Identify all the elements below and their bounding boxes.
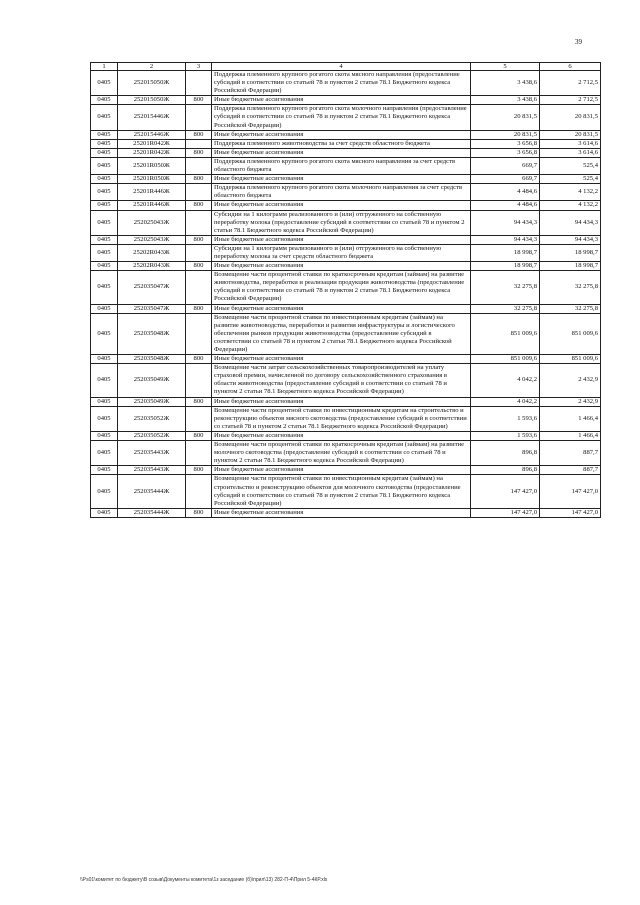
section-cell: 0405 [91, 96, 118, 105]
code-cell: 25202R043Ж [118, 244, 186, 261]
type-cell: 800 [186, 466, 212, 475]
section-cell: 0405 [91, 304, 118, 313]
amount-plan-cell: 32 275,8 [471, 271, 540, 304]
amount-actual-cell: 2 712,5 [540, 96, 601, 105]
table-row [91, 244, 601, 261]
code-cell: 252035049Ж [118, 397, 186, 406]
description-cell: Возмещение части процентной ставки по инвестиционным кредитам на строительство и реконструкцию объектов мясного скотоводства (предоставление субсидий в соответствии со статьей 78 и пунктом 2 статьи 78.1 Бюджетного кодекса Российской Федерации) [212, 406, 471, 431]
table-row [91, 475, 601, 508]
code-cell: 25201R042Ж [118, 139, 186, 148]
table-row [91, 201, 601, 210]
header-cell: 2 [118, 63, 186, 71]
code-cell: 25201R050Ж [118, 175, 186, 184]
section-cell: 0405 [91, 210, 118, 235]
amount-actual-cell: 20 831,5 [540, 130, 601, 139]
table-row [91, 71, 601, 96]
description-cell: Иные бюджетные ассигнования [212, 175, 471, 184]
amount-actual-cell: 2 712,5 [540, 71, 601, 96]
code-cell: 25201R446Ж [118, 184, 186, 201]
table-row [91, 157, 601, 174]
description-cell: Поддержка племенного крупного рогатого скота молочного направления (предоставление субсидий в соответствии со статьей 78 и пунктом 2 статьи 78.1 Бюджетного кодекса Российской Федерации) [212, 105, 471, 130]
description-cell: Возмещение части процентной ставки по инвестиционным кредитам (займам) на развитие животноводства, переработки и развития инфраструктуры и логистического обеспечения рынков продукции животноводства (предоставление субсидий в соответствии со статьей 78 и пунктом 2 статьи 78.1 Бюджетного кодекса Российской Федерации) [212, 313, 471, 354]
type-cell: 800 [186, 175, 212, 184]
type-cell: 800 [186, 304, 212, 313]
section-cell: 0405 [91, 175, 118, 184]
code-cell: 252035052Ж [118, 431, 186, 440]
amount-plan-cell: 1 593,6 [471, 431, 540, 440]
table-row [91, 96, 601, 105]
description-cell: Иные бюджетные ассигнования [212, 355, 471, 364]
type-cell [186, 105, 212, 130]
amount-plan-cell: 4 484,6 [471, 184, 540, 201]
section-cell: 0405 [91, 441, 118, 466]
amount-actual-cell: 18 998,7 [540, 262, 601, 271]
header-cell: 6 [540, 63, 601, 71]
section-cell: 0405 [91, 139, 118, 148]
table-row [91, 139, 601, 148]
table-row [91, 235, 601, 244]
amount-actual-cell: 2 432,9 [540, 397, 601, 406]
header-cell: 5 [471, 63, 540, 71]
description-cell: Иные бюджетные ассигнования [212, 148, 471, 157]
table-row [91, 466, 601, 475]
section-cell: 0405 [91, 397, 118, 406]
section-cell: 0405 [91, 364, 118, 397]
table-row [91, 184, 601, 201]
description-cell: Иные бюджетные ассигнования [212, 431, 471, 440]
code-cell: 252035048Ж [118, 355, 186, 364]
section-cell: 0405 [91, 475, 118, 508]
amount-plan-cell: 147 427,0 [471, 475, 540, 508]
file-path-footer: \\Ps01\комитет по бюджету\В созыв\Документы комитета\1з заседание (б)\прил\13) 282-П-4\Прил 5-4КР.xls [80, 877, 328, 883]
code-cell: 252035443Ж [118, 441, 186, 466]
amount-plan-cell: 896,8 [471, 466, 540, 475]
section-cell: 0405 [91, 130, 118, 139]
amount-actual-cell: 4 132,2 [540, 201, 601, 210]
section-cell: 0405 [91, 271, 118, 304]
type-cell: 800 [186, 508, 212, 517]
description-cell: Возмещение части процентной ставки по инвестиционным кредитам (займам) на строительство и реконструкцию объектов для молочного скотоводства (предоставление субсидий в соответствии со статьей 78 и пунктом 2 статьи 78.1 Бюджетного кодекса Российской Федерации) [212, 475, 471, 508]
table-row [91, 304, 601, 313]
description-cell: Субсидии на 1 килограмм реализованного и (или) отгруженного на собственную переработку молока (предоставление субсидий в соответствии со статьей 78 и пунктом 2 статьи 78.1 Бюджетного кодекса Российской Федерации) [212, 210, 471, 235]
type-cell: 800 [186, 235, 212, 244]
section-cell: 0405 [91, 244, 118, 261]
header-cell: 3 [186, 63, 212, 71]
type-cell [186, 364, 212, 397]
type-cell: 800 [186, 431, 212, 440]
page-number: 39 [575, 38, 582, 46]
type-cell [186, 71, 212, 96]
code-cell: 252035049Ж [118, 364, 186, 397]
section-cell: 0405 [91, 201, 118, 210]
description-cell: Возмещение части процентной ставки по краткосрочным кредитам (займам) на развитие молочного скотоводства (предоставление субсидий в соответствии со статьей 78 и пунктом 2 статьи 78.1 Бюджетного кодекса Российской Федерации) [212, 441, 471, 466]
code-cell: 252015050Ж [118, 71, 186, 96]
table-row [91, 175, 601, 184]
amount-actual-cell: 525,4 [540, 175, 601, 184]
amount-actual-cell: 20 831,5 [540, 105, 601, 130]
amount-plan-cell: 4 484,6 [471, 201, 540, 210]
amount-actual-cell: 2 432,9 [540, 364, 601, 397]
type-cell: 800 [186, 130, 212, 139]
amount-plan-cell: 669,7 [471, 175, 540, 184]
amount-plan-cell: 94 434,3 [471, 235, 540, 244]
amount-actual-cell: 3 614,6 [540, 148, 601, 157]
code-cell: 25201R446Ж [118, 201, 186, 210]
description-cell: Поддержка племенного крупного рогатого скота мясного направления за счет средств областного бюджета [212, 157, 471, 174]
section-cell: 0405 [91, 184, 118, 201]
amount-plan-cell: 20 831,5 [471, 130, 540, 139]
code-cell: 252035443Ж [118, 466, 186, 475]
type-cell [186, 406, 212, 431]
amount-actual-cell: 32 275,8 [540, 304, 601, 313]
table-row [91, 210, 601, 235]
amount-actual-cell: 525,4 [540, 157, 601, 174]
section-cell: 0405 [91, 508, 118, 517]
code-cell: 252015446Ж [118, 130, 186, 139]
code-cell: 25201R050Ж [118, 157, 186, 174]
header-row [91, 63, 601, 71]
amount-actual-cell: 94 434,3 [540, 235, 601, 244]
description-cell: Иные бюджетные ассигнования [212, 201, 471, 210]
table-row [91, 441, 601, 466]
type-cell [186, 157, 212, 174]
amount-plan-cell: 851 009,6 [471, 313, 540, 354]
budget-table [90, 62, 601, 518]
type-cell [186, 210, 212, 235]
code-cell: 25202R043Ж [118, 262, 186, 271]
code-cell: 252015446Ж [118, 105, 186, 130]
type-cell: 800 [186, 201, 212, 210]
header-cell: 4 [212, 63, 471, 71]
description-cell: Иные бюджетные ассигнования [212, 235, 471, 244]
description-cell: Поддержка племенного крупного рогатого скота молочного направления за счет средств областного бюджета [212, 184, 471, 201]
table-row [91, 431, 601, 440]
amount-actual-cell: 18 998,7 [540, 244, 601, 261]
type-cell [186, 244, 212, 261]
type-cell [186, 441, 212, 466]
section-cell: 0405 [91, 406, 118, 431]
amount-actual-cell: 1 466,4 [540, 431, 601, 440]
description-cell: Иные бюджетные ассигнования [212, 397, 471, 406]
code-cell: 252035444Ж [118, 508, 186, 517]
type-cell: 800 [186, 96, 212, 105]
type-cell: 800 [186, 355, 212, 364]
section-cell: 0405 [91, 466, 118, 475]
header-cell: 1 [91, 63, 118, 71]
type-cell: 800 [186, 148, 212, 157]
description-cell: Иные бюджетные ассигнования [212, 304, 471, 313]
amount-plan-cell: 18 998,7 [471, 262, 540, 271]
type-cell: 800 [186, 262, 212, 271]
amount-actual-cell: 887,7 [540, 466, 601, 475]
amount-plan-cell: 32 275,8 [471, 304, 540, 313]
table-row [91, 148, 601, 157]
amount-actual-cell: 3 614,6 [540, 139, 601, 148]
type-cell [186, 271, 212, 304]
amount-actual-cell: 4 132,2 [540, 184, 601, 201]
amount-plan-cell: 851 009,6 [471, 355, 540, 364]
section-cell: 0405 [91, 148, 118, 157]
section-cell: 0405 [91, 431, 118, 440]
amount-actual-cell: 1 466,4 [540, 406, 601, 431]
amount-plan-cell: 3 656,8 [471, 148, 540, 157]
code-cell: 252035048Ж [118, 313, 186, 354]
amount-plan-cell: 1 593,6 [471, 406, 540, 431]
type-cell: 800 [186, 397, 212, 406]
section-cell: 0405 [91, 157, 118, 174]
table-row [91, 397, 601, 406]
amount-actual-cell: 851 009,6 [540, 355, 601, 364]
amount-actual-cell: 887,7 [540, 441, 601, 466]
amount-actual-cell: 851 009,6 [540, 313, 601, 354]
table-row [91, 313, 601, 354]
section-cell: 0405 [91, 235, 118, 244]
type-cell [186, 475, 212, 508]
amount-plan-cell: 18 998,7 [471, 244, 540, 261]
amount-plan-cell: 94 434,3 [471, 210, 540, 235]
amount-actual-cell: 147 427,0 [540, 508, 601, 517]
code-cell: 252035047Ж [118, 271, 186, 304]
type-cell [186, 184, 212, 201]
description-cell: Иные бюджетные ассигнования [212, 466, 471, 475]
description-cell: Субсидии на 1 килограмм реализованного и (или) отгруженного на собственную переработку молока за счет средств областного бюджета [212, 244, 471, 261]
amount-plan-cell: 3 438,6 [471, 71, 540, 96]
table-row [91, 355, 601, 364]
code-cell: 25201R042Ж [118, 148, 186, 157]
amount-plan-cell: 3 656,8 [471, 139, 540, 148]
code-cell: 252025043Ж [118, 210, 186, 235]
table-row [91, 364, 601, 397]
description-cell: Иные бюджетные ассигнования [212, 96, 471, 105]
description-cell: Иные бюджетные ассигнования [212, 130, 471, 139]
amount-plan-cell: 4 042,2 [471, 397, 540, 406]
amount-actual-cell: 147 427,0 [540, 475, 601, 508]
type-cell [186, 139, 212, 148]
description-cell: Поддержка племенного крупного рогатого скота мясного направления (предоставление субсидий в соответствии со статьей 78 и пунктом 2 статьи 78.1 Бюджетного кодекса Российской Федерации) [212, 71, 471, 96]
section-cell: 0405 [91, 71, 118, 96]
description-cell: Возмещение части процентной ставки по краткосрочным кредитам (займам) на развитие животноводства, переработки и реализации продукции животноводства (предоставление субсидий в соответствии со статьей 78 и пунктом 2 статьи 78.1 Бюджетного кодекса Российской Федерации) [212, 271, 471, 304]
amount-actual-cell: 32 275,8 [540, 271, 601, 304]
amount-plan-cell: 20 831,5 [471, 105, 540, 130]
table-row [91, 130, 601, 139]
description-cell: Иные бюджетные ассигнования [212, 262, 471, 271]
code-cell: 252035052Ж [118, 406, 186, 431]
amount-plan-cell: 3 438,6 [471, 96, 540, 105]
amount-actual-cell: 94 434,3 [540, 210, 601, 235]
description-cell: Поддержка племенного животноводства за счет средств областного бюджета [212, 139, 471, 148]
table-row [91, 105, 601, 130]
amount-plan-cell: 4 042,2 [471, 364, 540, 397]
amount-plan-cell: 896,8 [471, 441, 540, 466]
code-cell: 252035444Ж [118, 475, 186, 508]
code-cell: 252015050Ж [118, 96, 186, 105]
code-cell: 252035047Ж [118, 304, 186, 313]
amount-plan-cell: 147 427,0 [471, 508, 540, 517]
table-row [91, 508, 601, 517]
section-cell: 0405 [91, 313, 118, 354]
description-cell: Возмещение части затрат сельскохозяйственных товаропроизводителей на уплату страховой премии, начисленной по договору сельскохозяйственного страхования в области животноводства (предоставление субсидий в соответствии со статьей 78 и пунктом 2 статьи 78.1 Бюджетного кодекса Российской Федерации) [212, 364, 471, 397]
table-row [91, 262, 601, 271]
description-cell: Иные бюджетные ассигнования [212, 508, 471, 517]
table-row [91, 406, 601, 431]
section-cell: 0405 [91, 262, 118, 271]
section-cell: 0405 [91, 355, 118, 364]
section-cell: 0405 [91, 105, 118, 130]
table-row [91, 271, 601, 304]
type-cell [186, 313, 212, 354]
code-cell: 252025043Ж [118, 235, 186, 244]
amount-plan-cell: 669,7 [471, 157, 540, 174]
